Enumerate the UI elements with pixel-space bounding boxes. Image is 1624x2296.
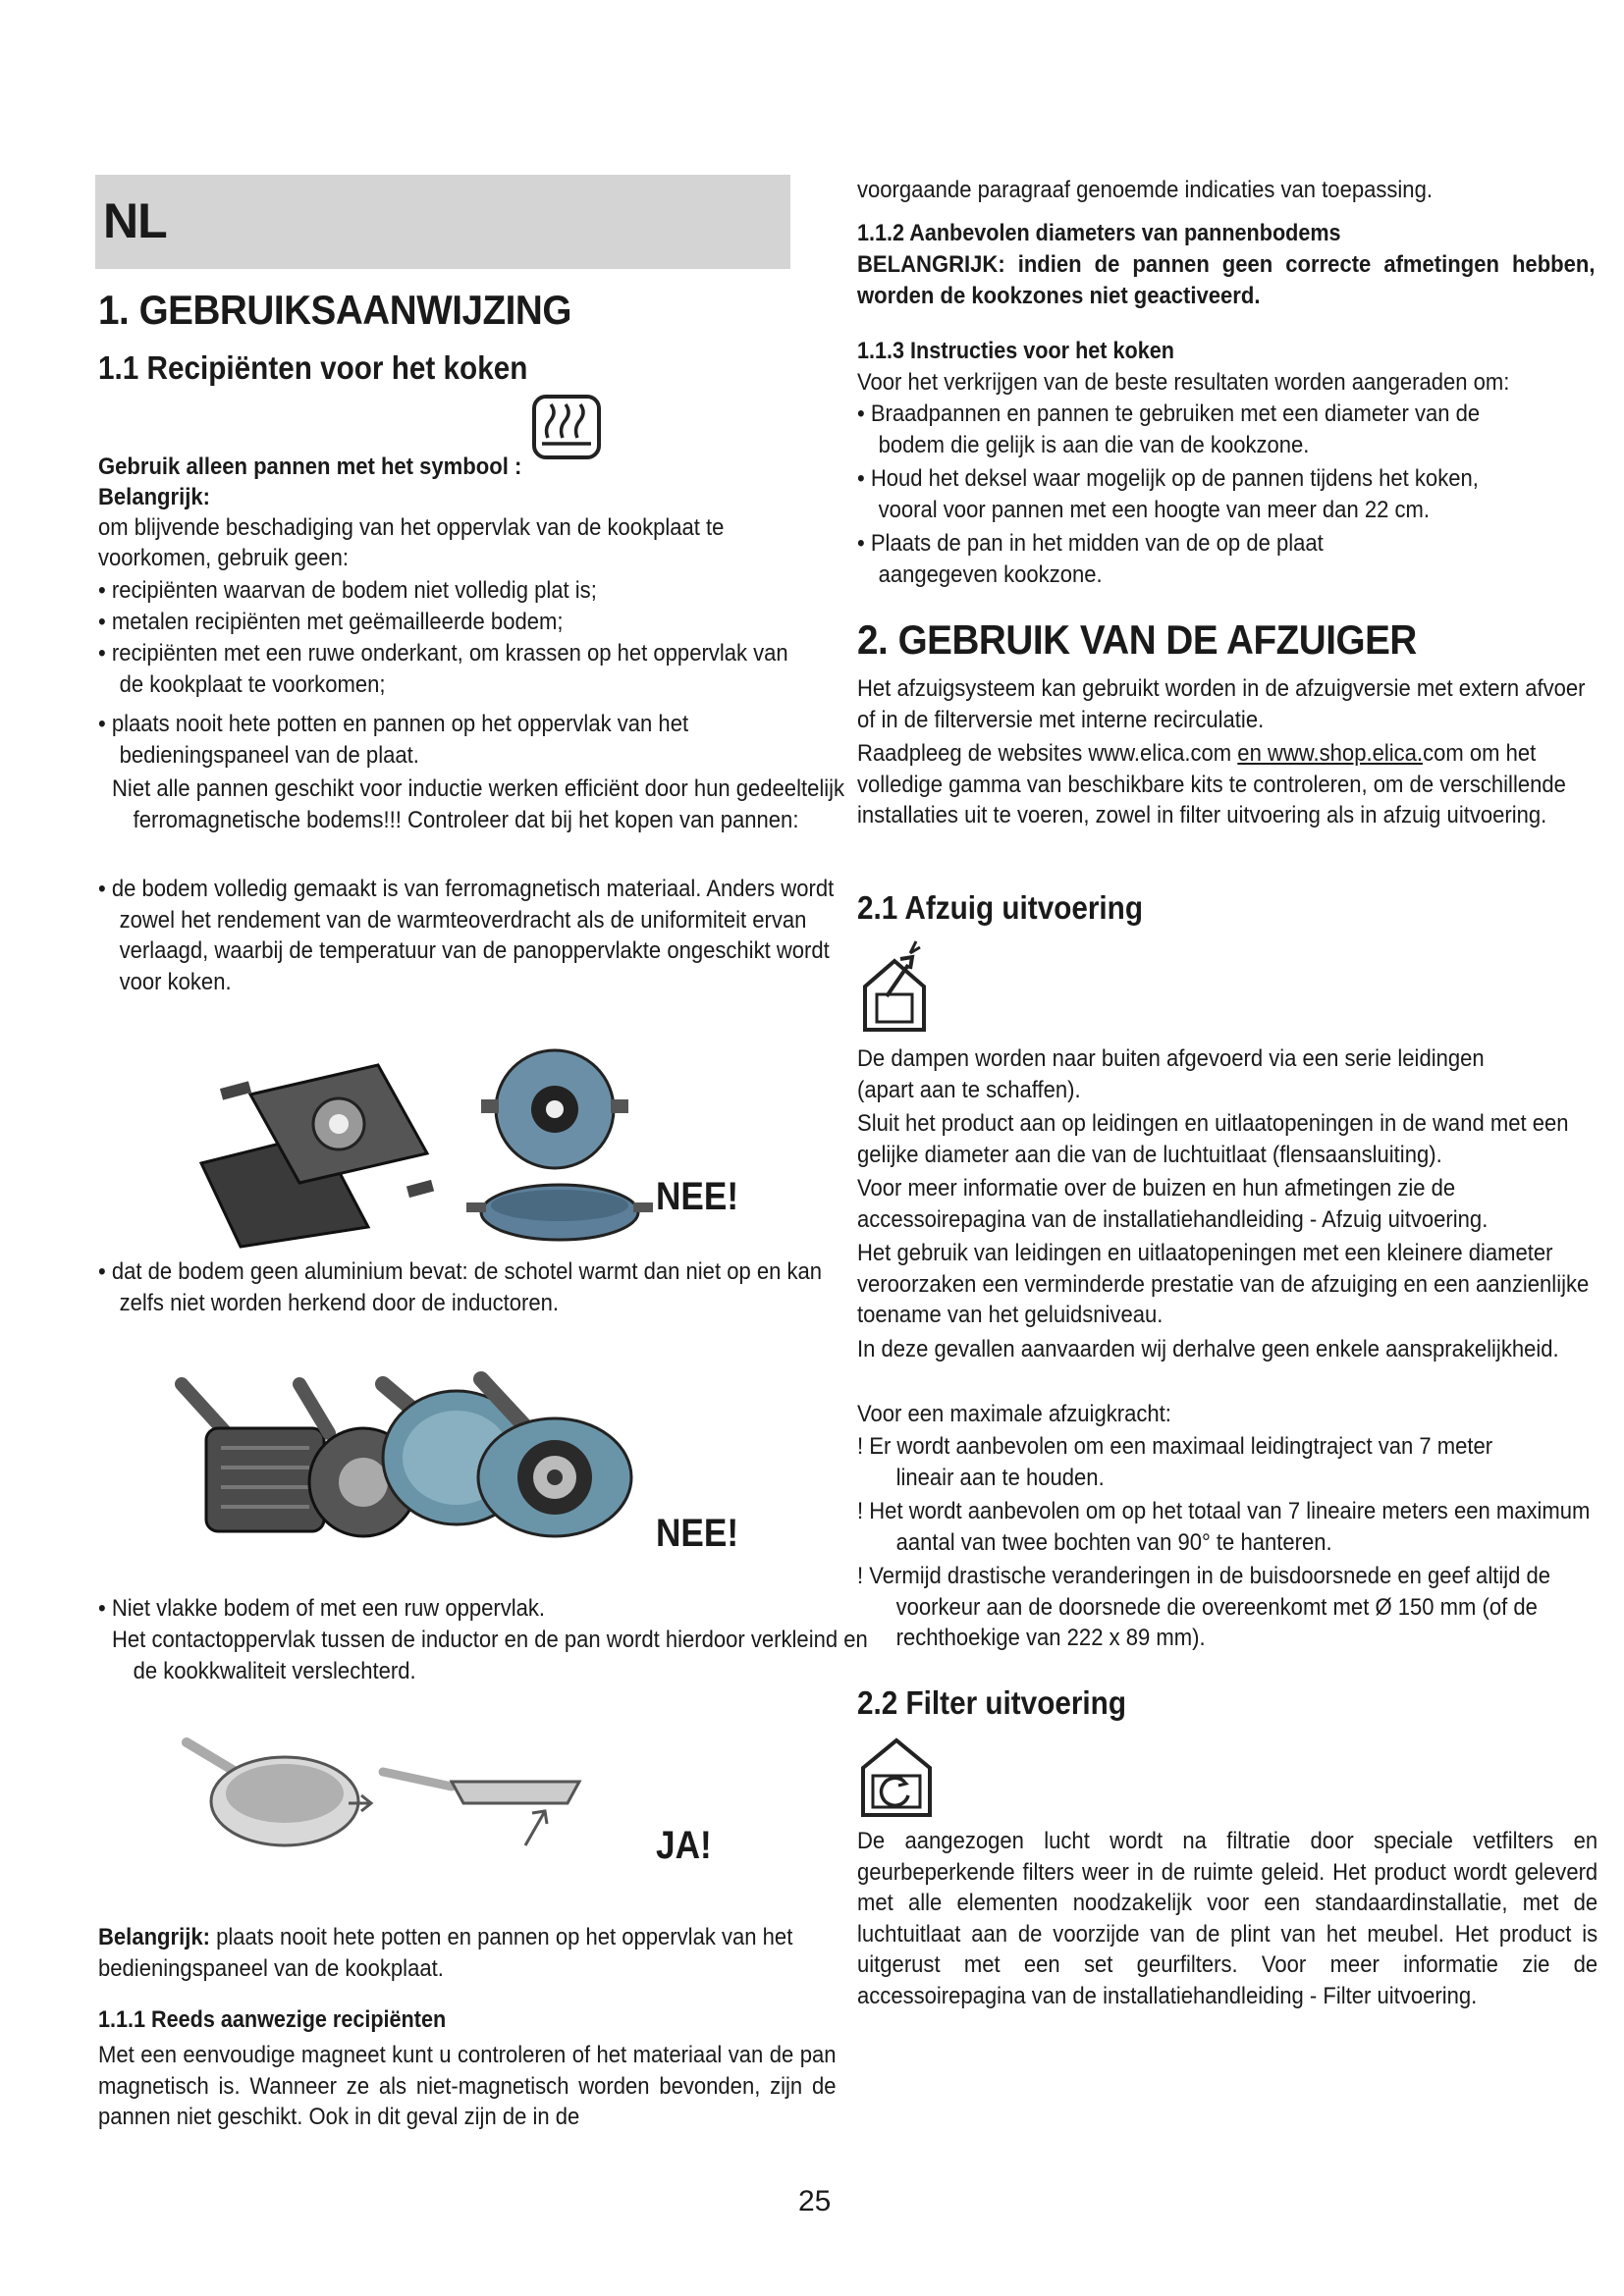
list-item: • Niet vlakke bodem of met een ruw oppervlak. xyxy=(98,1595,546,1622)
grill-plate-image xyxy=(201,1065,434,1247)
list-item: • Braadpannen en pannen te gebruiken met een diameter van de bodem die gelijk is aan die van de kookzone. xyxy=(857,400,1481,458)
filter-text: De aangezogen lucht wordt na filtratie door speciale vetfilters en geurbeperkende filters weer in de ruimte geleid. Het product wordt geleverd met alle elementen noodzakelijk voor een standaardinstallatie, met de luchtuitlaat aan de voorzijde van de plint van het meubel. Het product is uitgerust met een set geurfilters. Voor meer informatie zie de accessoirepagina van de installatiehandleiding - Filter uitvoering. xyxy=(857,1828,1598,2009)
subsection-heading-2-2: 2.2 Filter uitvoering xyxy=(857,1684,1126,1721)
section-heading-1: 1. GEBRUIKSAANWIJZING xyxy=(98,287,571,333)
list-item: • plaats nooit hete potten en pannen op het oppervlak van het bedieningspaneel van de plaat. xyxy=(98,711,689,769)
list-item: ! Het wordt aanbevolen om op het totaal van 7 lineaire meters een maximum aantal van twee bochten van 90° te hanteren. xyxy=(857,1498,1591,1556)
section-heading-2: 2. GEBRUIK VAN DE AFZUIGER xyxy=(857,616,1417,663)
frying-pan-image xyxy=(383,1379,631,1536)
list-item: ! Er wordt aanbevolen om een maximaal leidingtraject van 7 meter lineair aan te houden. xyxy=(857,1433,1493,1491)
websites-text-end: com om het volledige gamma van beschikbare kits te controleren, om de verschillende installaties uit te voeren, zowel in filter uitvoering als in afzuig uitvoering. xyxy=(857,740,1566,828)
paella-pan-image xyxy=(466,1050,653,1240)
list-item: • Plaats de pan in het midden van de op de plaat aangegeven kookzone. xyxy=(857,530,1324,588)
extractor-intro: Het afzuigsysteem kan gebruikt worden in de afzuigversie met extern afvoer of in de filterversie met interne recirculatie. xyxy=(857,675,1586,733)
max-suction-intro: Voor een maximale afzuigkracht: xyxy=(857,1401,1171,1427)
nee-label-1: NEE! xyxy=(656,1175,739,1218)
diameter-warning: BELANGRIJK: indien de pannen geen correcte afmetingen hebben, worden de kookzones niet geactiveerd. xyxy=(857,251,1596,309)
list-item: • de bodem volledig gemaakt is van ferromagnetisch materiaal. Anders wordt zowel het rendement van de warmteoverdracht als de uniformiteit ervan verlaagd, waarbij de temperatuur van de panoppervlakte ongeschikt wordt voor koken. xyxy=(98,876,835,995)
aluminium-pans-illustration xyxy=(162,1369,653,1541)
language-header-bar xyxy=(95,175,790,269)
subsection-heading-1-1: 1.1 Recipiënten voor het koken xyxy=(98,349,528,386)
important-label: Belangrijk: xyxy=(98,484,210,510)
intro-line-1: om blijvende beschadiging van het oppervlak van de kookplaat te xyxy=(98,514,725,541)
continued-text: voorgaande paragraaf genoemde indicaties van toepassing. xyxy=(857,177,1433,203)
subsection-heading-2-1: 2.1 Afzuig uitvoering xyxy=(857,889,1143,926)
filter-version-icon xyxy=(857,1733,936,1821)
unsuitable-pans-illustration xyxy=(182,1045,653,1271)
ducted-version-icon xyxy=(857,937,936,1036)
existing-pans-text: Met een eenvoudige magneet kunt u controleren of het materiaal van de pan magnetisch is. Wanneer ze als niet-magnetisch worden bevonden, zijn de pannen niet geschikt. Ook in dit geval zijn de in de xyxy=(98,2042,837,2130)
list-item: • Houd het deksel waar mogelijk op de pannen tijdens het koken, vooral voor pannen met een hoogte van meer dan 22 cm. xyxy=(857,465,1479,523)
use-only-note: Gebruik alleen pannen met het symbool : xyxy=(98,454,522,480)
page-number: 25 xyxy=(798,2185,832,2217)
list-item: • recipiënten met een ruwe onderkant, om krassen op het oppervlak van de kookplaat te voorkomen; xyxy=(98,640,788,698)
suitable-pans-illustration xyxy=(177,1733,589,1860)
websites-text-start: Raadpleeg de websites www.elica.com xyxy=(857,740,1238,767)
instructions-intro: Voor het verkrijgen van de beste resultaten worden aangeraden om: xyxy=(857,369,1510,396)
list-item: ! Vermijd drastische veranderingen in de buisdoorsnede en geef altijd de voorkeur aan de doorsnede die overeenkomt met Ø 150 mm (of de rechthoekige van 222 x 89 mm). xyxy=(857,1563,1551,1651)
important-note-text: plaats nooit hete potten en pannen op het oppervlak van het bedieningspaneel van de kookplaat. xyxy=(98,1924,793,1982)
list-item: • dat de bodem geen aluminium bevat: de schotel warmt dan niet op en kan zelfs niet worden herkend door de inductoren. xyxy=(98,1258,823,1316)
ja-label: JA! xyxy=(656,1824,712,1867)
induction-note: Niet alle pannen geschikt voor inductie werken efficiënt door hun gedeeltelijk ferromagnetische bodems!!! Controleer dat bij het kopen van pannen: xyxy=(112,775,845,833)
nee-label-2: NEE! xyxy=(656,1512,739,1555)
list-item: • recipiënten waarvan de bodem niet volledig plat is; xyxy=(98,577,597,604)
intro-line-2: voorkomen, gebruik geen: xyxy=(98,545,349,571)
language-code: NL xyxy=(103,193,167,248)
flat-pan-image xyxy=(383,1772,579,1845)
ducted-text-3: Voor meer informatie over de buizen en hun afmetingen zie de accessoirepagina van de installatiehandleiding - Afzuig uitvoering. xyxy=(857,1175,1489,1233)
ducted-text-1: De dampen worden naar buiten afgevoerd via een serie leidingen (apart aan te schaffen). xyxy=(857,1045,1485,1103)
ducted-text-2: Sluit het product aan op leidingen en uitlaatopeningen in de wand met een gelijke diameter aan die van de luchtuitlaat (flensaansluiting). xyxy=(857,1110,1569,1168)
websites-text xyxy=(857,738,1599,831)
ducted-text-4: Het gebruik van leidingen en uitlaatopeningen met een kleinere diameter veroorzaken een verminderde prestatie van de afzuiging en een aanzienlijke toename van het geluidsniveau. xyxy=(857,1240,1590,1328)
subsection-heading-1-1-3: 1.1.3 Instructies voor het koken xyxy=(857,338,1174,364)
shop-link[interactable]: en www.shop.elica. xyxy=(1237,740,1424,767)
subsection-heading-1-1-1: 1.1.1 Reeds aanwezige recipiënten xyxy=(98,2006,447,2033)
contact-note: Het contactoppervlak tussen de inductor en de pan wordt hierdoor verkleind en de kookkwaliteit verslechterd. xyxy=(112,1627,868,1684)
important-note-label: Belangrijk: xyxy=(98,1924,210,1950)
important-note xyxy=(98,1922,849,1984)
induction-symbol-icon xyxy=(530,393,604,463)
list-item: • metalen recipiënten met geëmailleerde bodem; xyxy=(98,609,564,635)
ducted-text-5: In deze gevallen aanvaarden wij derhalve geen enkele aansprakelijkheid. xyxy=(857,1336,1559,1362)
pan-side-view-image xyxy=(187,1742,371,1845)
subsection-heading-1-1-2: 1.1.2 Aanbevolen diameters van pannenbodems xyxy=(857,220,1341,246)
